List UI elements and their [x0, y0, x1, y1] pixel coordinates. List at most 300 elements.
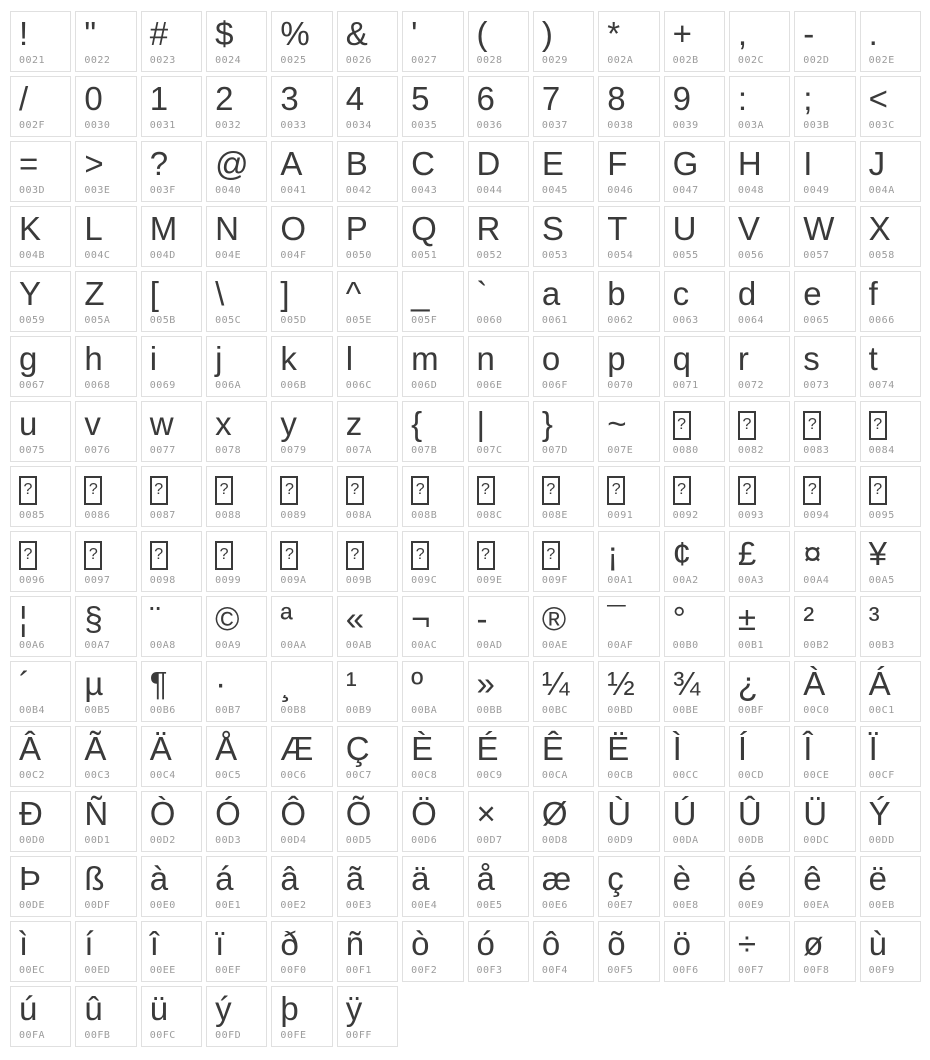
glyph-cell: [533, 141, 594, 202]
codepoint-label: 00CF: [868, 770, 895, 781]
codepoint-label: 008E: [541, 510, 568, 521]
glyph-char: c: [672, 275, 690, 312]
codepoint-label: 0056: [737, 250, 765, 261]
missing-glyph: [150, 535, 197, 573]
codepoint-label: 007C: [476, 445, 503, 456]
glyph-cell: [598, 661, 659, 722]
codepoint-label: 0070: [607, 380, 634, 391]
codepoint-label: 0033: [280, 120, 307, 131]
codepoint-label: 0074: [868, 380, 895, 391]
glyph-char: Í: [737, 730, 748, 767]
glyph-char: n: [476, 340, 495, 377]
missing-glyph: [869, 405, 916, 443]
glyph-char: º: [411, 665, 424, 702]
codepoint-label: 0099: [215, 575, 242, 586]
glyph-cell: [10, 466, 71, 527]
glyph-cell: [598, 11, 659, 72]
glyph-char: ò: [411, 925, 430, 962]
glyph-cell: [402, 726, 463, 787]
glyph-char: ð: [280, 925, 299, 962]
glyph-char: (: [476, 15, 488, 52]
glyph-char: Ò: [149, 795, 176, 832]
codepoint-label: 0047: [672, 185, 699, 196]
glyph-char: ç: [607, 860, 624, 897]
glyph-char: z: [345, 405, 363, 442]
glyph-cell: [402, 856, 463, 917]
glyph-cell: [75, 791, 136, 852]
glyph-char: 9: [672, 80, 691, 117]
glyph-char: ë: [868, 860, 887, 897]
codepoint-label: 0093: [737, 510, 765, 521]
glyph-cell: [860, 791, 921, 852]
glyph-char: o: [541, 340, 561, 377]
glyph-cell: [860, 141, 921, 202]
glyph-cell: [10, 206, 71, 267]
glyph-char: ¼: [541, 665, 570, 702]
glyph-char: 8: [607, 80, 626, 117]
notdef-box-icon: ?: [738, 476, 756, 505]
glyph-char: Ø: [541, 795, 568, 832]
glyph-cell: [664, 336, 725, 397]
glyph-cell: [664, 921, 725, 982]
glyph-cell: [206, 921, 267, 982]
glyph-char: Î: [803, 730, 813, 767]
glyph-cell: [10, 141, 71, 202]
codepoint-label: 00EA: [803, 900, 830, 911]
glyph-char: Ñ: [84, 795, 109, 832]
notdef-box-icon: ?: [280, 476, 298, 505]
codepoint-label: 0055: [672, 250, 699, 261]
codepoint-label: 006C: [345, 380, 372, 391]
glyph-cell: [337, 336, 398, 397]
glyph-cell: [860, 76, 921, 137]
codepoint-label: 004E: [215, 250, 242, 261]
glyph-cell: [337, 921, 398, 982]
glyph-char: ^: [345, 275, 362, 312]
codepoint-label: 00AA: [280, 640, 307, 651]
codepoint-label: 0032: [215, 120, 242, 131]
glyph-cell: [206, 76, 267, 137]
glyph-char: ß: [84, 860, 105, 897]
codepoint-label: 00BB: [476, 705, 503, 716]
glyph-cell: [794, 921, 855, 982]
missing-glyph: [738, 405, 785, 443]
glyph-cell: [794, 856, 855, 917]
codepoint-label: 00B4: [19, 705, 46, 716]
glyph-char: ¡: [607, 535, 619, 572]
glyph-cell: [468, 531, 529, 592]
glyph-cell: [141, 856, 202, 917]
glyph-cell: [860, 726, 921, 787]
glyph-char: V: [737, 210, 760, 247]
glyph-char: Õ: [345, 795, 372, 832]
glyph-char: «: [345, 600, 365, 637]
glyph-cell: [206, 206, 267, 267]
glyph-char: ª: [280, 600, 293, 637]
glyph-cell: [533, 921, 594, 982]
glyph-char: D: [476, 145, 501, 182]
codepoint-label: 0083: [803, 445, 830, 456]
codepoint-label: 00B6: [149, 705, 176, 716]
codepoint-label: 00BC: [541, 705, 568, 716]
codepoint-label: 004D: [149, 250, 176, 261]
glyph-cell: [533, 11, 594, 72]
glyph-cell: [468, 791, 529, 852]
glyph-cell: [533, 726, 594, 787]
glyph-char: .: [868, 15, 878, 52]
glyph-char: ´: [19, 665, 30, 702]
glyph-cell: [141, 11, 202, 72]
glyph-cell: [729, 856, 790, 917]
codepoint-label: 00D3: [215, 835, 242, 846]
codepoint-label: 0062: [607, 315, 634, 326]
glyph-cell: [794, 726, 855, 787]
codepoint-label: 002B: [672, 55, 699, 66]
codepoint-label: 00D5: [345, 835, 372, 846]
codepoint-label: 0050: [345, 250, 372, 261]
glyph-cell: [206, 271, 267, 332]
codepoint-label: 008A: [345, 510, 372, 521]
codepoint-label: 00C6: [280, 770, 307, 781]
codepoint-label: 0046: [607, 185, 634, 196]
glyph-char: x: [215, 405, 232, 442]
glyph-cell: [533, 271, 594, 332]
glyph-char: -: [803, 15, 815, 52]
glyph-char: B: [345, 145, 368, 182]
glyph-char: #: [149, 15, 169, 52]
codepoint-label: 00FC: [149, 1030, 176, 1041]
glyph-char: í: [84, 925, 94, 962]
codepoint-label: 00AC: [411, 640, 438, 651]
glyph-cell: [860, 11, 921, 72]
codepoint-label: 0057: [803, 250, 830, 261]
codepoint-label: 0064: [737, 315, 765, 326]
codepoint-label: 00F1: [345, 965, 372, 976]
glyph-char: p: [607, 340, 626, 377]
codepoint-label: 0045: [541, 185, 568, 196]
glyph-cell: [337, 11, 398, 72]
glyph-cell: [206, 141, 267, 202]
glyph-cell: [141, 336, 202, 397]
codepoint-label: 00B9: [345, 705, 372, 716]
glyph-cell: [468, 336, 529, 397]
codepoint-label: 00F7: [737, 965, 765, 976]
glyph-cell: [75, 531, 136, 592]
glyph-cell: [729, 271, 790, 332]
glyph-char: >: [84, 145, 104, 182]
glyph-char: b: [607, 275, 626, 312]
glyph-cell: [533, 791, 594, 852]
glyph-char: i: [149, 340, 158, 377]
glyph-cell: [664, 531, 725, 592]
codepoint-label: 004B: [19, 250, 46, 261]
glyph-cell: [206, 336, 267, 397]
missing-glyph: [346, 470, 393, 508]
glyph-char: \: [215, 275, 225, 312]
codepoint-label: 00AF: [607, 640, 634, 651]
glyph-char: ï: [215, 925, 225, 962]
glyph-char: ¶: [149, 665, 168, 702]
codepoint-label: 00B3: [868, 640, 895, 651]
glyph-char: ó: [476, 925, 495, 962]
codepoint-label: 00D0: [19, 835, 46, 846]
glyph-char: W: [803, 210, 835, 247]
codepoint-label: 00EF: [215, 965, 242, 976]
glyph-char: Ë: [607, 730, 630, 767]
codepoint-label: 00C3: [84, 770, 111, 781]
codepoint-label: 00ED: [84, 965, 111, 976]
codepoint-label: 00F4: [541, 965, 568, 976]
codepoint-label: 00CE: [803, 770, 830, 781]
glyph-char: 7: [541, 80, 561, 117]
glyph-cell: [206, 661, 267, 722]
missing-glyph: [346, 535, 393, 573]
glyph-cell: [271, 791, 332, 852]
codepoint-label: 0038: [607, 120, 634, 131]
glyph-char: @: [215, 145, 249, 182]
codepoint-label: 0025: [280, 55, 307, 66]
glyph-cell: [468, 661, 529, 722]
glyph-char: *: [607, 15, 621, 52]
glyph-cell: [75, 726, 136, 787]
missing-glyph: [280, 535, 327, 573]
glyph-cell: [402, 141, 463, 202]
codepoint-label: 0021: [19, 55, 46, 66]
glyph-char: ~: [607, 405, 627, 442]
glyph-cell: [10, 791, 71, 852]
glyph-char: C: [411, 145, 435, 182]
glyph-char: ê: [803, 860, 822, 897]
glyph-cell: [271, 726, 332, 787]
glyph-grid: [10, 11, 921, 1047]
codepoint-label: 00B1: [737, 640, 765, 651]
glyph-cell: [598, 856, 659, 917]
glyph-cell: [10, 531, 71, 592]
glyph-cell: [271, 466, 332, 527]
glyph-char: ¬: [411, 600, 431, 637]
codepoint-label: 00E8: [672, 900, 699, 911]
glyph-char: q: [672, 340, 691, 377]
codepoint-label: 0086: [84, 510, 111, 521]
codepoint-label: 003B: [803, 120, 830, 131]
codepoint-label: 00D1: [84, 835, 111, 846]
glyph-char: â: [280, 860, 299, 897]
missing-glyph: [411, 535, 458, 573]
codepoint-label: 00E2: [280, 900, 307, 911]
glyph-cell: [598, 336, 659, 397]
glyph-char: Â: [19, 730, 42, 767]
notdef-box-icon: ?: [673, 476, 691, 505]
codepoint-label: 00AE: [541, 640, 568, 651]
missing-glyph: [150, 470, 197, 508]
glyph-cell: [141, 791, 202, 852]
glyph-char: :: [737, 80, 748, 117]
codepoint-label: 00FF: [345, 1030, 372, 1041]
glyph-cell: [271, 986, 332, 1047]
glyph-cell: [468, 466, 529, 527]
codepoint-label: 00EE: [149, 965, 176, 976]
codepoint-label: 00DD: [868, 835, 895, 846]
glyph-cell: [271, 661, 332, 722]
glyph-char: Ð: [19, 795, 43, 832]
glyph-cell: [664, 271, 725, 332]
glyph-cell: [729, 336, 790, 397]
codepoint-label: 00D7: [476, 835, 503, 846]
glyph-char: Ä: [149, 730, 172, 767]
codepoint-label: 003E: [84, 185, 111, 196]
glyph-cell: [402, 791, 463, 852]
glyph-char: °: [672, 600, 686, 637]
glyph-cell: [729, 401, 790, 462]
glyph-char: ÿ: [345, 990, 363, 1027]
glyph-char: ú: [19, 990, 38, 1027]
glyph-char: J: [868, 145, 886, 182]
glyph-char: O: [280, 210, 307, 247]
glyph-cell: [206, 986, 267, 1047]
glyph-char: È: [411, 730, 434, 767]
codepoint-label: 008C: [476, 510, 503, 521]
glyph-cell: [402, 661, 463, 722]
glyph-cell: [468, 271, 529, 332]
glyph-char: Ö: [411, 795, 437, 832]
codepoint-label: 009F: [541, 575, 568, 586]
glyph-cell: [794, 661, 855, 722]
codepoint-label: 00C1: [868, 705, 895, 716]
glyph-char: u: [19, 405, 38, 442]
glyph-char: »: [476, 665, 495, 702]
glyph-cell: [337, 76, 398, 137]
codepoint-label: 00A9: [215, 640, 242, 651]
codepoint-label: 0052: [476, 250, 503, 261]
glyph-char: ½: [607, 665, 635, 702]
glyph-cell: [75, 661, 136, 722]
codepoint-label: 007A: [345, 445, 372, 456]
glyph-cell: [468, 401, 529, 462]
codepoint-label: 0058: [868, 250, 895, 261]
codepoint-label: 004C: [84, 250, 111, 261]
codepoint-label: 00BD: [607, 705, 634, 716]
codepoint-label: 0089: [280, 510, 307, 521]
glyph-char: ö: [672, 925, 691, 962]
glyph-cell: [664, 661, 725, 722]
codepoint-label: 00B5: [84, 705, 111, 716]
codepoint-label: 0053: [541, 250, 568, 261]
codepoint-label: 005E: [345, 315, 372, 326]
glyph-cell: [75, 986, 136, 1047]
glyph-cell: [10, 11, 71, 72]
glyph-char: ©: [215, 600, 240, 637]
glyph-cell: [860, 466, 921, 527]
glyph-char: Á: [868, 665, 891, 702]
glyph-cell: [337, 661, 398, 722]
notdef-box-icon: ?: [411, 476, 429, 505]
notdef-box-icon: ?: [150, 476, 168, 505]
glyph-char: ¤: [803, 535, 822, 572]
glyph-char: L: [84, 210, 103, 247]
codepoint-label: 00A8: [149, 640, 176, 651]
codepoint-label: 0082: [737, 445, 765, 456]
codepoint-label: 00B7: [215, 705, 242, 716]
glyph-cell: [598, 466, 659, 527]
codepoint-label: 0039: [672, 120, 699, 131]
codepoint-label: 0051: [411, 250, 438, 261]
codepoint-label: 003C: [868, 120, 895, 131]
glyph-char: U: [672, 210, 697, 247]
glyph-char: ,: [737, 15, 748, 52]
notdef-box-icon: ?: [803, 476, 821, 505]
codepoint-label: 00AD: [476, 640, 503, 651]
codepoint-label: 006E: [476, 380, 503, 391]
glyph-char: ô: [541, 925, 561, 962]
glyph-cell: [75, 596, 136, 657]
missing-glyph: [84, 535, 131, 573]
glyph-cell: [533, 336, 594, 397]
glyph-cell: [794, 11, 855, 72]
glyph-cell: [533, 856, 594, 917]
glyph-char: Ô: [280, 795, 307, 832]
glyph-cell: [337, 856, 398, 917]
codepoint-label: 00F3: [476, 965, 503, 976]
notdef-box-icon: ?: [19, 541, 37, 570]
glyph-char: t: [868, 340, 878, 377]
glyph-char: õ: [607, 925, 626, 962]
codepoint-label: 0035: [411, 120, 438, 131]
codepoint-label: 009B: [345, 575, 372, 586]
glyph-char: é: [737, 860, 757, 897]
glyph-cell: [271, 921, 332, 982]
glyph-char: A: [280, 145, 303, 182]
glyph-cell: [75, 11, 136, 72]
glyph-cell: [598, 76, 659, 137]
codepoint-label: 00E4: [411, 900, 438, 911]
codepoint-label: 00D8: [541, 835, 568, 846]
notdef-box-icon: ?: [150, 541, 168, 570]
codepoint-label: 0077: [149, 445, 176, 456]
codepoint-label: 00E5: [476, 900, 503, 911]
notdef-box-icon: ?: [280, 541, 298, 570]
codepoint-label: 0091: [607, 510, 634, 521]
codepoint-label: 00DF: [84, 900, 111, 911]
codepoint-label: 0030: [84, 120, 111, 131]
codepoint-label: 00F2: [411, 965, 438, 976]
glyph-char: ñ: [345, 925, 365, 962]
codepoint-label: 005F: [411, 315, 438, 326]
glyph-cell: [598, 141, 659, 202]
glyph-cell: [141, 726, 202, 787]
codepoint-label: 0054: [607, 250, 634, 261]
missing-glyph: [477, 470, 524, 508]
glyph-char: É: [476, 730, 499, 767]
codepoint-label: 0085: [19, 510, 46, 521]
notdef-box-icon: ?: [542, 541, 560, 570]
glyph-cell: [75, 921, 136, 982]
codepoint-label: 00DA: [672, 835, 699, 846]
codepoint-label: 00C2: [19, 770, 46, 781]
codepoint-label: 008B: [411, 510, 438, 521]
glyph-char: Y: [19, 275, 42, 312]
glyph-cell: [141, 596, 202, 657]
notdef-box-icon: ?: [346, 541, 364, 570]
codepoint-label: 006D: [411, 380, 438, 391]
glyph-cell: [468, 206, 529, 267]
glyph-cell: [10, 271, 71, 332]
glyph-cell: [468, 141, 529, 202]
glyph-cell: [10, 401, 71, 462]
glyph-char: ¸: [280, 665, 292, 702]
glyph-char: =: [19, 145, 39, 182]
glyph-char: h: [84, 340, 103, 377]
glyph-cell: [664, 791, 725, 852]
